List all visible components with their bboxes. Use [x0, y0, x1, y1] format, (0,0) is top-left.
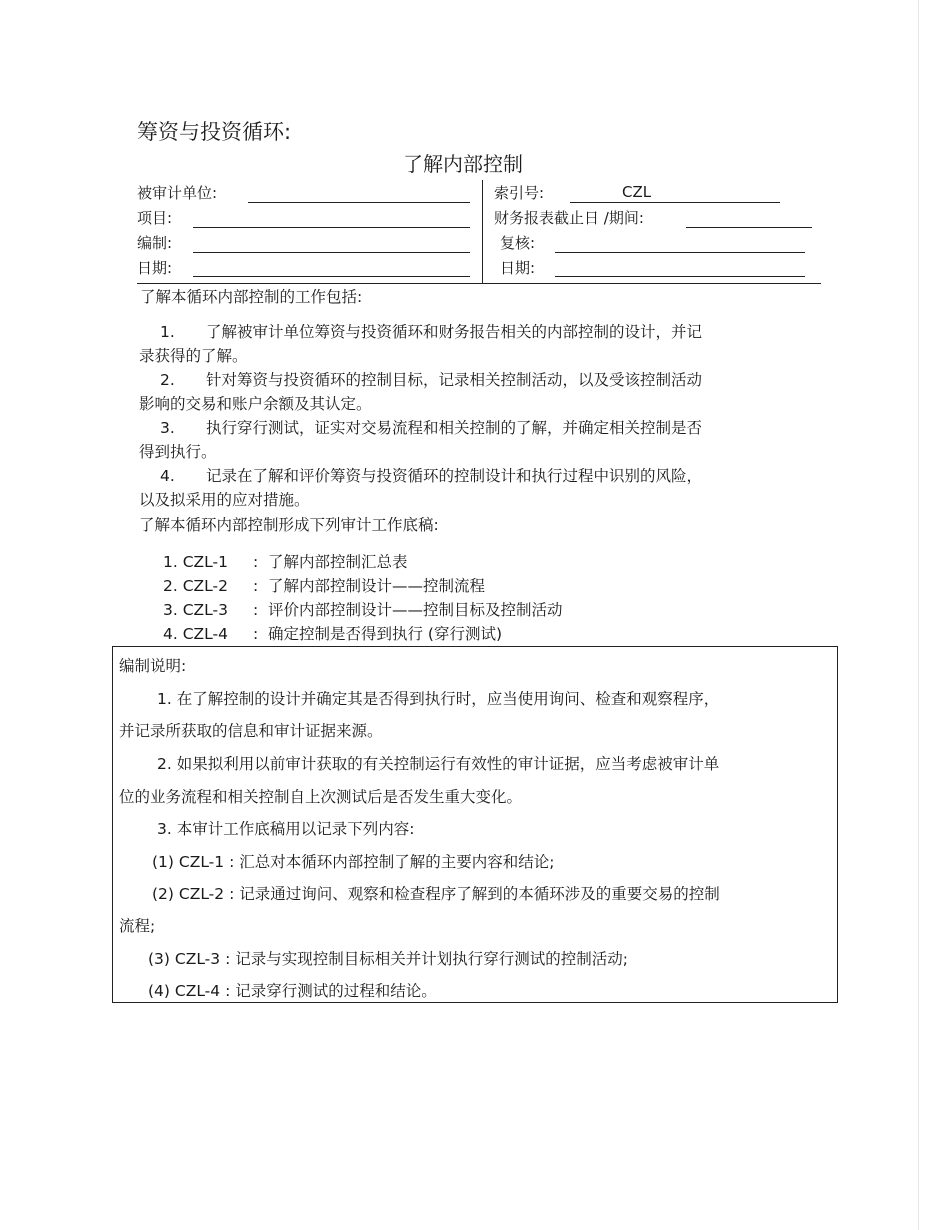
- index-value: CZL: [622, 183, 652, 201]
- work-item-text-cont: 录获得的了解。: [139, 347, 248, 365]
- work-item-text: 针对筹资与投资循环的控制目标，记录相关控制活动，以及受该控制活动: [206, 371, 703, 389]
- date-left-field[interactable]: [193, 276, 470, 277]
- paper-desc: 了解内部控制汇总表: [268, 553, 408, 571]
- review-field[interactable]: [555, 252, 805, 253]
- note-item: (4) CZL-4 : 记录穿行测试的过程和结论。: [148, 982, 437, 1000]
- paper-sep: :: [253, 601, 259, 619]
- review-label: 复核:: [500, 234, 536, 252]
- paper-desc: 了解内部控制设计——控制流程: [268, 577, 486, 595]
- paper-desc: 确定控制是否得到执行 (穿行测试): [268, 625, 503, 643]
- paper-code: 4. CZL-4: [163, 625, 228, 643]
- prepared-field[interactable]: [193, 252, 470, 253]
- project-field[interactable]: [193, 227, 470, 228]
- work-item-text: 执行穿行测试，证实对交易流程和相关控制的了解，并确定相关控制是否: [206, 419, 703, 437]
- note-item: (2) CZL-2 : 记录通过询问、观察和检查程序了解到的本循环涉及的重要交易的控制: [152, 885, 720, 903]
- page-edge: [918, 0, 919, 1230]
- note-item: (3) CZL-3 : 记录与实现控制目标相关并计划执行穿行测试的控制活动;: [148, 950, 628, 968]
- paper-code: 3. CZL-3: [163, 601, 228, 619]
- paper-code: 2. CZL-2: [163, 577, 228, 595]
- paper-desc: 评价内部控制设计——控制目标及控制活动: [268, 601, 563, 619]
- date-left-label: 日期:: [137, 259, 173, 277]
- work-item-num: 2.: [160, 371, 175, 389]
- date-right-label: 日期:: [500, 259, 536, 277]
- work-item-num: 4.: [160, 467, 175, 485]
- section-title: 筹资与投资循环:: [137, 120, 292, 144]
- note-item: (1) CZL-1 : 汇总对本循环内部控制了解的主要内容和结论;: [152, 853, 555, 871]
- work-item-text: 了解被审计单位筹资与投资循环和财务报告相关的内部控制的设计，并记: [206, 323, 703, 341]
- header-divider-horizontal: [137, 283, 821, 284]
- audited-unit-label: 被审计单位:: [137, 184, 218, 202]
- paper-code: 1. CZL-1: [163, 553, 228, 571]
- audited-unit-field[interactable]: [248, 202, 470, 203]
- work-item-text-cont: 影响的交易和账户余额及其认定。: [139, 395, 372, 413]
- note-paragraph: 3. 本审计工作底稿用以记录下列内容:: [157, 820, 415, 838]
- paper-sep: :: [253, 553, 259, 571]
- document-title: 了解内部控制: [403, 152, 523, 176]
- date-right-field[interactable]: [555, 276, 805, 277]
- period-field[interactable]: [686, 227, 812, 228]
- paper-sep: :: [253, 625, 259, 643]
- work-item-num: 3.: [160, 419, 175, 437]
- intro-text: 了解本循环内部控制的工作包括:: [140, 288, 363, 306]
- note-paragraph: 1. 在了解控制的设计并确定其是否得到执行时，应当使用询问、检查和观察程序，: [157, 690, 720, 708]
- project-label: 项目:: [137, 209, 173, 227]
- prepared-label: 编制:: [137, 234, 173, 252]
- note-paragraph-cont: 位的业务流程和相关控制自上次测试后是否发生重大变化。: [119, 788, 523, 806]
- work-item-num: 1.: [160, 323, 175, 341]
- notes-title: 编制说明:: [119, 657, 187, 675]
- papers-intro: 了解本循环内部控制形成下列审计工作底稿:: [139, 516, 439, 534]
- work-item-text: 记录在了解和评价筹资与投资循环的控制设计和执行过程中识别的风险，: [206, 467, 703, 485]
- work-item-text-cont: 以及拟采用的应对措施。: [139, 491, 310, 509]
- note-paragraph: 2. 如果拟利用以前审计获取的有关控制运行有效性的审计证据，应当考虑被审计单: [157, 755, 720, 773]
- note-paragraph-cont: 并记录所获取的信息和审计证据来源。: [119, 722, 383, 740]
- work-item-text-cont: 得到执行。: [139, 443, 217, 461]
- index-label: 索引号:: [494, 184, 545, 202]
- note-item-cont: 流程;: [119, 917, 156, 935]
- paper-sep: :: [253, 577, 259, 595]
- index-field[interactable]: [570, 202, 780, 203]
- period-label: 财务报表截止日 /期间:: [494, 209, 644, 227]
- header-divider-vertical: [482, 180, 483, 284]
